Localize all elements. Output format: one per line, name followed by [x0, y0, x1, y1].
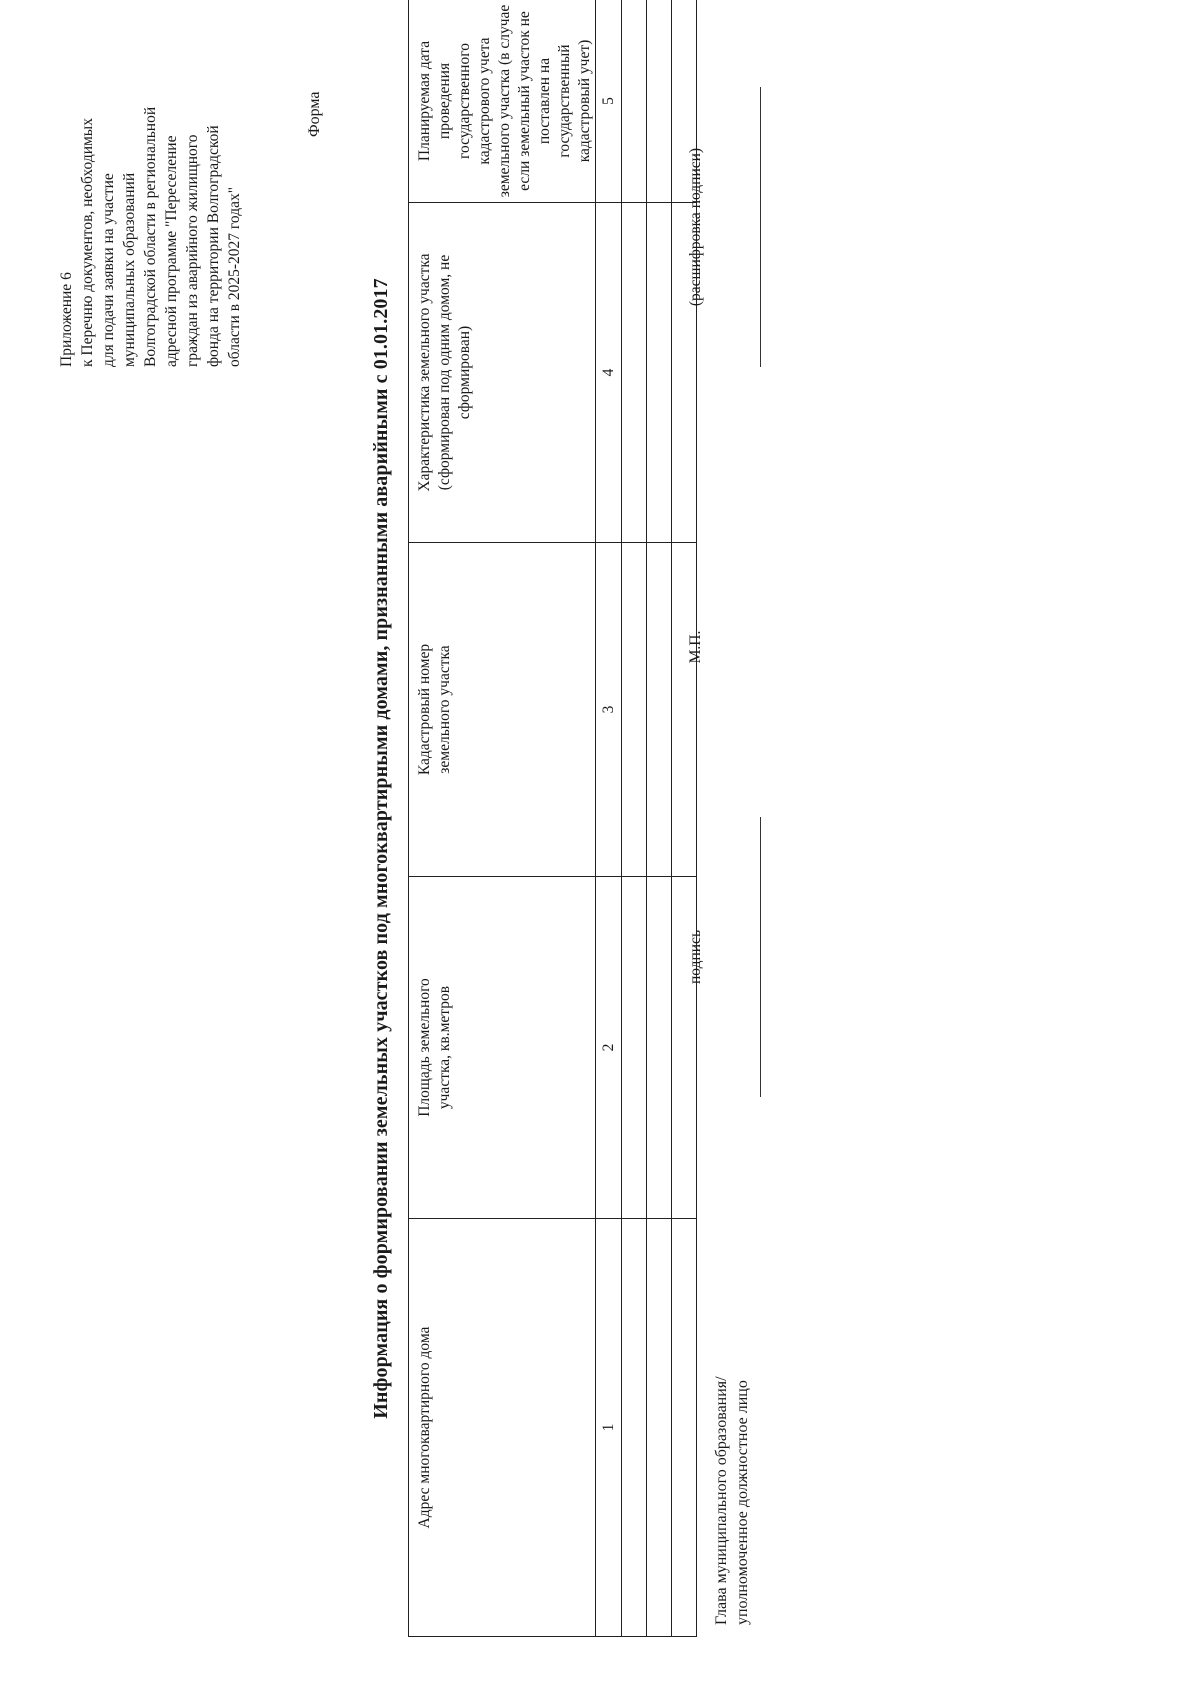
signature-caption: подпись	[687, 929, 704, 985]
table-cell[interactable]	[622, 203, 647, 543]
appendix-line: области в 2025-2027 годах"	[226, 186, 243, 367]
signature-line[interactable]	[760, 817, 761, 1097]
land-plots-table	[408, 0, 697, 1637]
appendix-line: муниципальных образований	[121, 172, 138, 367]
column-number: 1	[596, 1219, 622, 1637]
appendix-header	[56, 37, 245, 367]
official-position	[711, 1305, 753, 1625]
appendix-line: адресной программе "Переселение	[163, 135, 180, 367]
signature-decoding-line[interactable]	[760, 87, 761, 367]
header-planned-date: Планируемая дата проведения государственного кадастрового учета земельного участка (в случае если земельный участок не поставлен на государственный кадастровый учет)	[409, 0, 596, 203]
appendix-line: фонда на территории Волгоградской	[205, 125, 222, 367]
table-cell[interactable]	[647, 203, 672, 543]
table-row	[647, 0, 672, 1637]
header-cadastral-number: Кадастровый номер земельного участка	[409, 543, 596, 877]
appendix-line: Приложение 6	[58, 272, 75, 367]
table-cell[interactable]	[622, 1219, 647, 1637]
column-number: 4	[596, 203, 622, 543]
position-line: Глава муниципального образования/	[713, 1376, 730, 1625]
table-cell[interactable]	[622, 0, 647, 203]
form-label: Форма	[306, 91, 323, 137]
table-cell[interactable]	[647, 543, 672, 877]
header-characteristic: Характеристика земельного участка (сформирован под одним домом, не сформирован)	[409, 203, 596, 543]
table-number-row	[596, 0, 622, 1637]
table-cell[interactable]	[622, 543, 647, 877]
header-address: Адрес многоквартирного дома	[409, 1219, 596, 1637]
appendix-line: граждан из аварийного жилищного	[184, 134, 201, 367]
table-row	[622, 0, 647, 1637]
signature-decoding-caption: (расшифровка подписи)	[687, 147, 704, 307]
stamp-label: М.П.	[687, 630, 704, 664]
table-cell[interactable]	[647, 0, 672, 203]
table-cell[interactable]	[622, 877, 647, 1219]
table-cell[interactable]	[647, 1219, 672, 1637]
appendix-line: к Перечню документов, необходимых	[79, 118, 96, 367]
header-area: Площадь земельного участка, кв.метров	[409, 877, 596, 1219]
position-line: уполномоченное должностное лицо	[734, 1380, 751, 1625]
appendix-line: Волгоградской области в региональной	[142, 106, 159, 367]
column-number: 2	[596, 877, 622, 1219]
column-number: 5	[596, 0, 622, 203]
table-header-row	[409, 0, 596, 1637]
table-cell[interactable]	[672, 1219, 697, 1637]
document-title: Информация о формировании земельных участков под многоквартирными домами, признанными аварийными с 01.01.2017	[370, 278, 392, 1419]
appendix-line: для подачи заявки на участие	[100, 173, 117, 367]
table-cell[interactable]	[647, 877, 672, 1219]
column-number: 3	[596, 543, 622, 877]
